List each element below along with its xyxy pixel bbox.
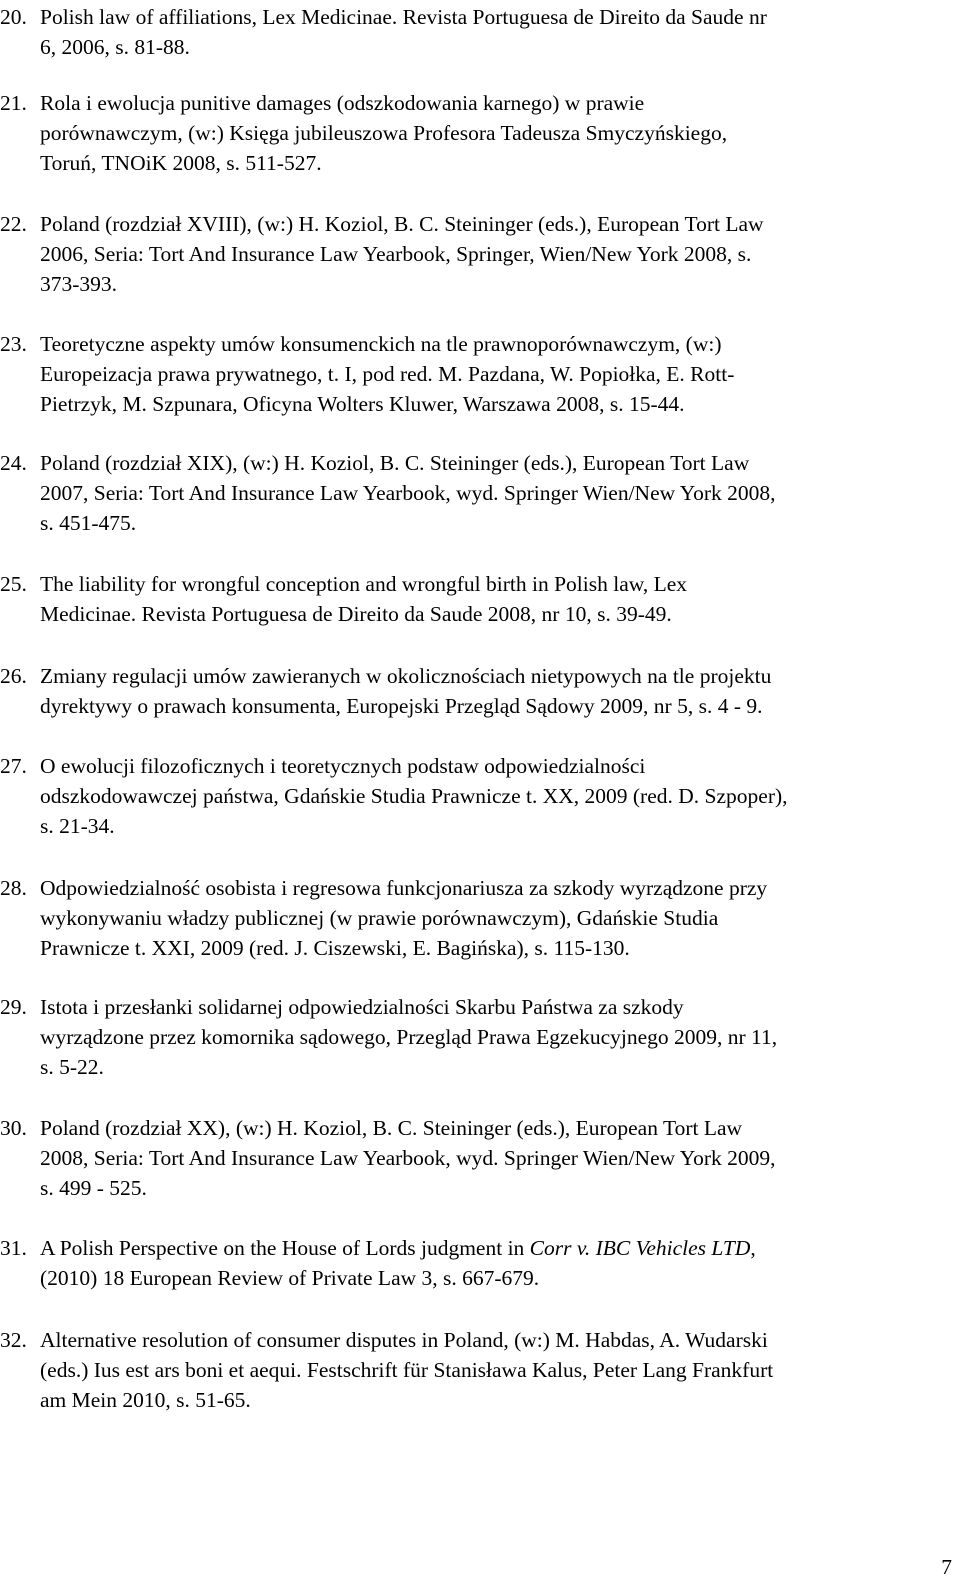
entry-number: 27.: [0, 754, 27, 778]
bibliography-entry-30: [0, 1113, 930, 1203]
entry-text: Polish law of affiliations, Lex Medicinae. Revista Portuguesa de Direito da Saude nr 6, 2006, s. 81-88.: [40, 5, 767, 59]
entry-text: O ewolucji filozoficznych i teoretycznych podstaw odpowiedzialności odszkodowawczej państwa, Gdańskie Studia Prawnicze t. XX, 2009 (red. D. Szpoper), s. 21-34.: [40, 754, 788, 838]
entry-number: 32.: [0, 1328, 27, 1352]
bibliography-entry-21: [0, 88, 930, 178]
entry-number: 22.: [0, 212, 27, 236]
entry-text: Zmiany regulacji umów zawieranych w okolicznościach nietypowych na tle projektu dyrektywy o prawach konsumenta, Europejski Przegląd Sądowy 2009, nr 5, s. 4 - 9.: [40, 664, 772, 718]
entry-text: The liability for wrongful conception and wrongful birth in Polish law, Lex Medicinae. Revista Portuguesa de Direito da Saude 2008, nr 10, s. 39-49.: [40, 572, 688, 626]
entry-number: 25.: [0, 572, 27, 596]
entry-number: 23.: [0, 332, 27, 356]
entry-text: Poland (rozdział XIX), (w:) H. Koziol, B. C. Steininger (eds.), European Tort Law 2007, Seria: Tort And Insurance Law Yearbook, wyd. Springer Wien/New York 2008, s. 451-475.: [40, 451, 776, 535]
entry-number: 29.: [0, 995, 27, 1019]
bibliography-entry-28: [0, 873, 930, 963]
bibliography-entry-20: [0, 2, 930, 62]
entry-text: Odpowiedzialność osobista i regresowa funkcjonariusza za szkody wyrządzone przy wykonywaniu władzy publicznej (w prawie porównawczym), Gdańskie Studia Prawnicze t. XXI, 2009 (red. J. Ciszewski, E. Bagińska), s. 115-130.: [40, 876, 768, 960]
bibliography-entry-27: [0, 751, 930, 841]
bibliography-entry-25: [0, 569, 930, 629]
bibliography-entry-23: [0, 329, 930, 419]
entry-number: 31.: [0, 1236, 27, 1260]
bibliography-entry-24: [0, 448, 930, 538]
entry-text: Istota i przesłanki solidarnej odpowiedzialności Skarbu Państwa za szkody wyrządzone przez komornika sądowego, Przegląd Prawa Egzekucyjnego 2009, nr 11, s. 5-22.: [40, 995, 778, 1079]
entry-text: Teoretyczne aspekty umów konsumenckich na tle prawnoporównawczym, (w:) Europeizacja prawa prywatnego, t. I, pod red. M. Pazdana, W. Popiołka, E. Rott- Pietrzyk, M. Szpunara, Oficyna Wolters Kluwer, Warszawa 2008, s. 15-44.: [40, 332, 735, 416]
entry-text-part: , (2010) 18 European Review of Private Law 3, s. 667-679.: [40, 1236, 756, 1290]
bibliography-entry-31: [0, 1233, 930, 1293]
entry-number: 30.: [0, 1116, 27, 1140]
bibliography-entry-22: [0, 209, 930, 299]
entry-text: Poland (rozdział XX), (w:) H. Koziol, B. C. Steininger (eds.), European Tort Law 2008, Seria: Tort And Insurance Law Yearbook, wyd. Springer Wien/New York 2009, s. 499 - 525.: [40, 1116, 776, 1200]
entry-number: 20.: [0, 5, 27, 29]
entry-number: 28.: [0, 876, 27, 900]
page-number: 7: [941, 1555, 952, 1579]
entry-text: Rola i ewolucja punitive damages (odszkodowania karnego) w prawie porównawczym, (w:) Księga jubileuszowa Profesora Tadeusza Smyczyńskiego, Toruń, TNOiK 2008, s. 511-527.: [40, 91, 728, 175]
entry-number: 26.: [0, 664, 27, 688]
entry-number: 24.: [0, 451, 27, 475]
bibliography-entry-32: [0, 1325, 930, 1415]
entry-text-part: A Polish Perspective on the House of Lords judgment in: [40, 1236, 530, 1260]
entry-number: 21.: [0, 91, 27, 115]
entry-text: Alternative resolution of consumer disputes in Poland, (w:) M. Habdas, A. Wudarski (eds.) Ius est ars boni et aequi. Festschrift für Stanisława Kalus, Peter Lang Frankfurt am Mein 2010, s. 51-65.: [40, 1328, 774, 1412]
bibliography-entry-29: [0, 992, 930, 1082]
entry-text: Poland (rozdział XVIII), (w:) H. Koziol, B. C. Steininger (eds.), European Tort Law 2006, Seria: Tort And Insurance Law Yearbook, Springer, Wien/New York 2008, s. 373-393.: [40, 212, 764, 296]
entry-text: [40, 1233, 930, 1293]
bibliography-entry-26: [0, 661, 930, 721]
case-name-italic: Corr v. IBC Vehicles LTD: [529, 1236, 751, 1260]
